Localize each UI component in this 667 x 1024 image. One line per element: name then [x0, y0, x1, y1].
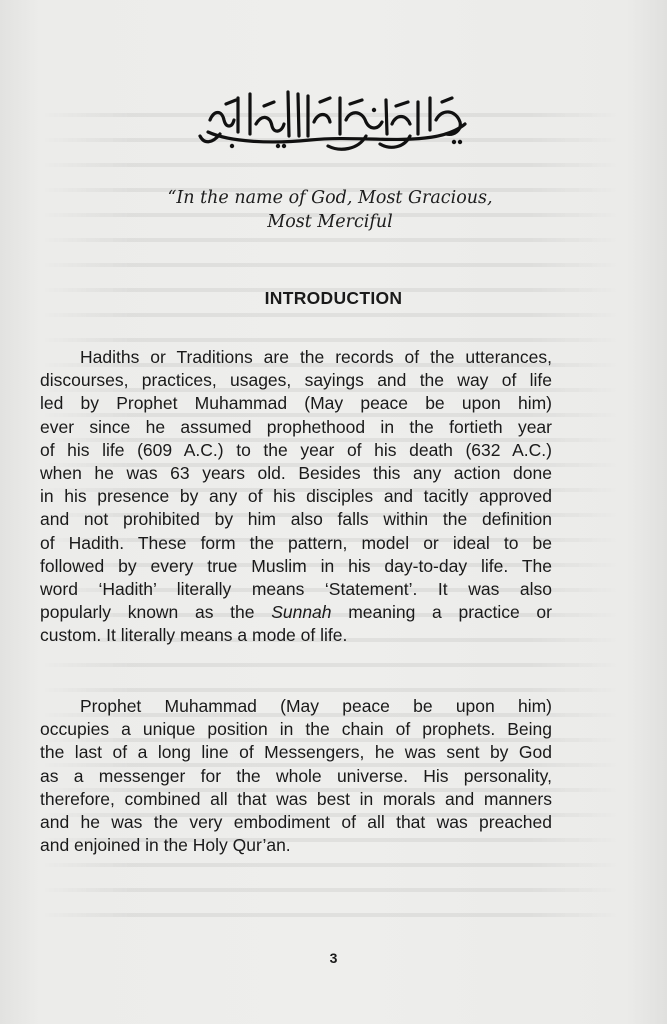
- page-number: 3: [329, 950, 338, 966]
- paragraph-line: and enjoined in the Holy Qur’an.: [40, 835, 291, 856]
- paragraph-line: when he was 63 years old. Besides this any action done: [40, 462, 552, 483]
- sunnah-term: Sunnah: [271, 602, 332, 623]
- paragraph-line: custom. It literally means a mode of life.: [40, 625, 348, 646]
- invocation-line-2: Most Merciful: [267, 212, 393, 232]
- section-heading: INTRODUCTION: [264, 288, 403, 308]
- line-text: meaning a practice or: [331, 602, 552, 623]
- paragraph-line: Hadiths or Traditions are the records of the utterances,: [80, 347, 552, 367]
- paragraph-line: led by Prophet Muhammad (May peace be upon him): [40, 393, 552, 414]
- paragraph-line: discourses, practices, usages, sayings and the way of life: [40, 370, 552, 391]
- paragraph-line: ever since he assumed prophethood in the fortieth year: [40, 416, 552, 437]
- invocation-line-1: “In the name of God, Most Gracious,: [167, 188, 493, 208]
- paragraph-line: therefore, combined all that was best in morals and manners: [40, 788, 552, 809]
- paragraph-line: occupies a unique position in the chain of prophets. Being: [40, 719, 552, 740]
- paragraph-line-sunnah: [40, 601, 552, 624]
- paragraph-line: and he was the very embodiment of all that was preached: [40, 811, 552, 832]
- paragraph-line: the last of a long line of Messengers, he was sent by God: [40, 742, 552, 763]
- paragraph-1: [40, 346, 552, 647]
- paragraph-line: Prophet Muhammad (May peace be upon him): [80, 696, 552, 716]
- paragraph-line: of Hadith. These form the pattern, model or ideal to be: [40, 532, 552, 553]
- line-text: popularly known as the: [40, 602, 272, 623]
- bismillah-calligraphy: [190, 80, 480, 160]
- paragraph-line: word ‘Hadith’ literally means ‘Statement’. It was also: [40, 578, 552, 599]
- invocation: [100, 186, 560, 234]
- paragraph-line: of his life (609 A.C.) to the year of his death (632 A.C.): [40, 439, 552, 460]
- paragraph-line: and not prohibited by him also falls within the definition: [40, 509, 552, 530]
- paragraph-line: followed by every true Muslim in his day-to-day life. The: [40, 555, 552, 576]
- paragraph-line: as a messenger for the whole universe. His personality,: [40, 765, 552, 786]
- paragraph-2: [40, 695, 552, 857]
- paragraph-line: in his presence by any of his disciples and tacitly approved: [40, 486, 552, 507]
